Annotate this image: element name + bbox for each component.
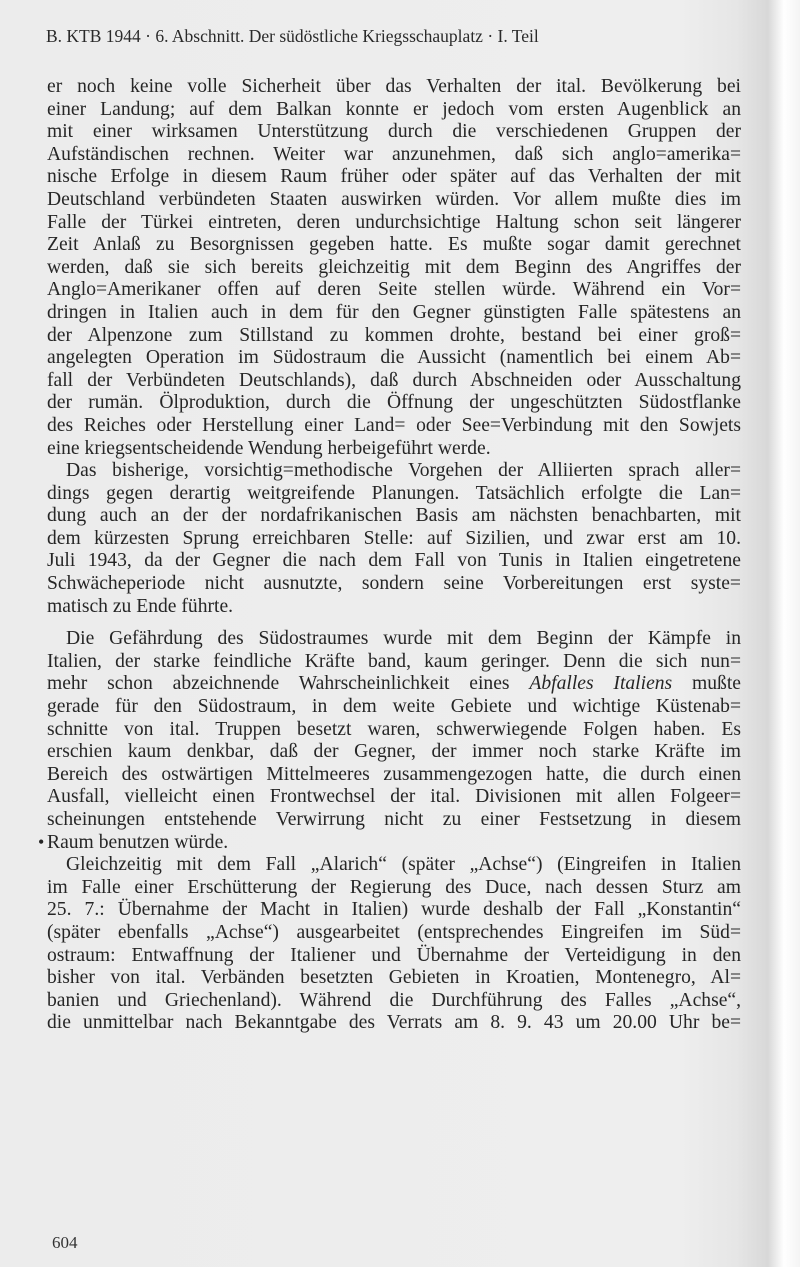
text-line: scheinungen entstehende Verwirrung nicht zu einer Festsetzung in diesem xyxy=(47,809,741,830)
text-line: Gleichzeitig mit dem Fall „Alarich“ (später „Achse“) (Eingreifen in Italien xyxy=(66,854,741,876)
text-line: schnitte von ital. Truppen besetzt waren, schwerwiegende Folgen haben. Es xyxy=(47,718,741,740)
text-line: (später ebenfalls „Achse“) ausgearbeitet (entsprechendes Eingreifen im Süd= xyxy=(47,921,741,943)
text-line: Das bisherige, vorsichtig=methodische Vorgehen der Alliierten sprach aller= xyxy=(66,460,741,482)
text-line: Ausfall, vielleicht einen Frontwechsel der ital. Divisionen mit allen Folgeer= xyxy=(47,786,741,808)
text-line: im Falle einer Erschütterung der Regierung des Duce, nach dessen Sturz am xyxy=(47,876,741,898)
margin-mark: • xyxy=(38,832,45,853)
italic-phrase: Abfalles Italiens xyxy=(529,673,673,695)
text-line: Anglo=Amerikaner offen auf deren Seite stellen würde. Während ein Vor= xyxy=(47,279,741,301)
text-line: des Reiches oder Herstellung einer Land= oder See=Verbindung mit den Sowjets xyxy=(47,414,741,436)
text-line: der rumän. Ölproduktion, durch die Öffnung der ungeschützten Südostflanke xyxy=(47,392,741,414)
text-line: nische Erfolge in diesem Raum früher oder später auf das Verhalten der mit xyxy=(47,166,741,188)
paragraph xyxy=(47,854,741,1035)
text-line: matisch zu Ende führte. xyxy=(47,595,234,617)
text-line: er noch keine volle Sicherheit über das Verhalten der ital. Bevölkerung bei xyxy=(47,76,741,97)
text-line: gerade für den Südostraum, in dem weite Gebiete und wichtige Küstenab= xyxy=(47,696,741,718)
text-line: dringen in Italien auch in dem für den Gegner günstigten Falle spätestens an xyxy=(47,301,741,323)
text-line: fall der Verbündeten Deutschlands), daß durch Abschneiden oder Ausschaltung xyxy=(47,369,741,391)
text-line: dung auch an der der nordafrikanischen Basis am nächsten benachbarten, mit xyxy=(47,505,741,527)
running-head: B. KTB 1944 · 6. Abschnitt. Der südöstliche Kriegsschauplatz · I. Teil xyxy=(46,26,539,46)
text-line: Zeit Anlaß zu Besorgnissen gegeben hatte. Es mußte sogar damit gerechnet xyxy=(47,234,741,256)
text-line: werden, daß sie sich bereits gleichzeitig mit dem Beginn des Angriffes der xyxy=(47,256,741,278)
text-line: dings gegen derartig weitgreifende Planungen. Tatsächlich erfolgte die Lan= xyxy=(47,482,741,504)
page-number: 604 xyxy=(52,1233,78,1252)
text-line: Falle der Türkei eintreten, deren undurchsichtige Haltung schon seit längerer xyxy=(47,211,741,233)
text-line: Raum benutzen würde. xyxy=(47,831,229,853)
text-line: Italien, der starke feindliche Kräfte band, kaum geringer. Denn die sich nun= xyxy=(47,650,741,672)
text-line xyxy=(47,673,741,696)
paragraph xyxy=(47,460,741,618)
text-line: Die Gefährdung des Südostraumes wurde mit dem Beginn der Kämpfe in xyxy=(66,628,741,650)
paragraph xyxy=(38,628,741,854)
text-segment: mußte xyxy=(672,673,741,695)
text-line: bisher von ital. Verbänden besetzten Gebieten in Kroatien, Montenegro, Al= xyxy=(47,967,741,989)
text-line: eine kriegsentscheidende Wendung herbeigeführt werde. xyxy=(47,437,491,459)
text-line: mit einer wirksamen Unterstützung durch die verschiedenen Gruppen der xyxy=(47,121,741,143)
text-segment: mehr schon abzeichnende Wahrscheinlichkeit eines xyxy=(47,673,530,695)
text-line: banien und Griechenland). Während die Durchführung des Falles „Achse“, xyxy=(47,989,741,1011)
text-line: die unmittelbar nach Bekanntgabe des Verrats am 8. 9. 43 um 20.00 Uhr be= xyxy=(47,1012,741,1034)
text-line: Aufständischen rechnen. Weiter war anzunehmen, daß sich anglo=amerika= xyxy=(47,143,741,165)
text-line: Juli 1943, da der Gegner die nach dem Fall von Tunis in Italien eingetretene xyxy=(47,550,741,572)
text-line: 25. 7.: Übernahme der Macht in Italien) wurde deshalb der Fall „Konstantin“ xyxy=(47,899,741,921)
text-line: angelegten Operation im Südostraum die Aussicht (namentlich bei einem Ab= xyxy=(47,347,741,369)
text-line: ostraum: Entwaffnung der Italiener und Übernahme der Verteidigung in den xyxy=(47,944,741,966)
text-line: der Alpenzone zum Stillstand zu kommen drohte, bestand bei einer groß= xyxy=(47,324,741,346)
body-text xyxy=(38,76,741,1035)
text-line: Bereich des ostwärtigen Mittelmeeres zusammengezogen hatte, die durch einen xyxy=(47,763,741,785)
paragraph xyxy=(47,76,741,460)
text-line: Schwächeperiode nicht ausnutzte, sondern seine Vorbereitungen erst syste= xyxy=(47,573,741,595)
text-line: dem kürzesten Sprung erreichbaren Stelle: auf Sizilien, und zwar erst am 10. xyxy=(47,527,741,549)
text-line: erschien kaum denkbar, daß der Gegner, der immer noch starke Kräfte im xyxy=(47,741,741,763)
text-line: einer Landung; auf dem Balkan konnte er jedoch vom ersten Augenblick an xyxy=(47,98,741,120)
text-line: Deutschland verbündeten Staaten auswirken würden. Vor allem mußte dies im xyxy=(47,188,741,210)
paragraph-gap xyxy=(47,618,741,628)
